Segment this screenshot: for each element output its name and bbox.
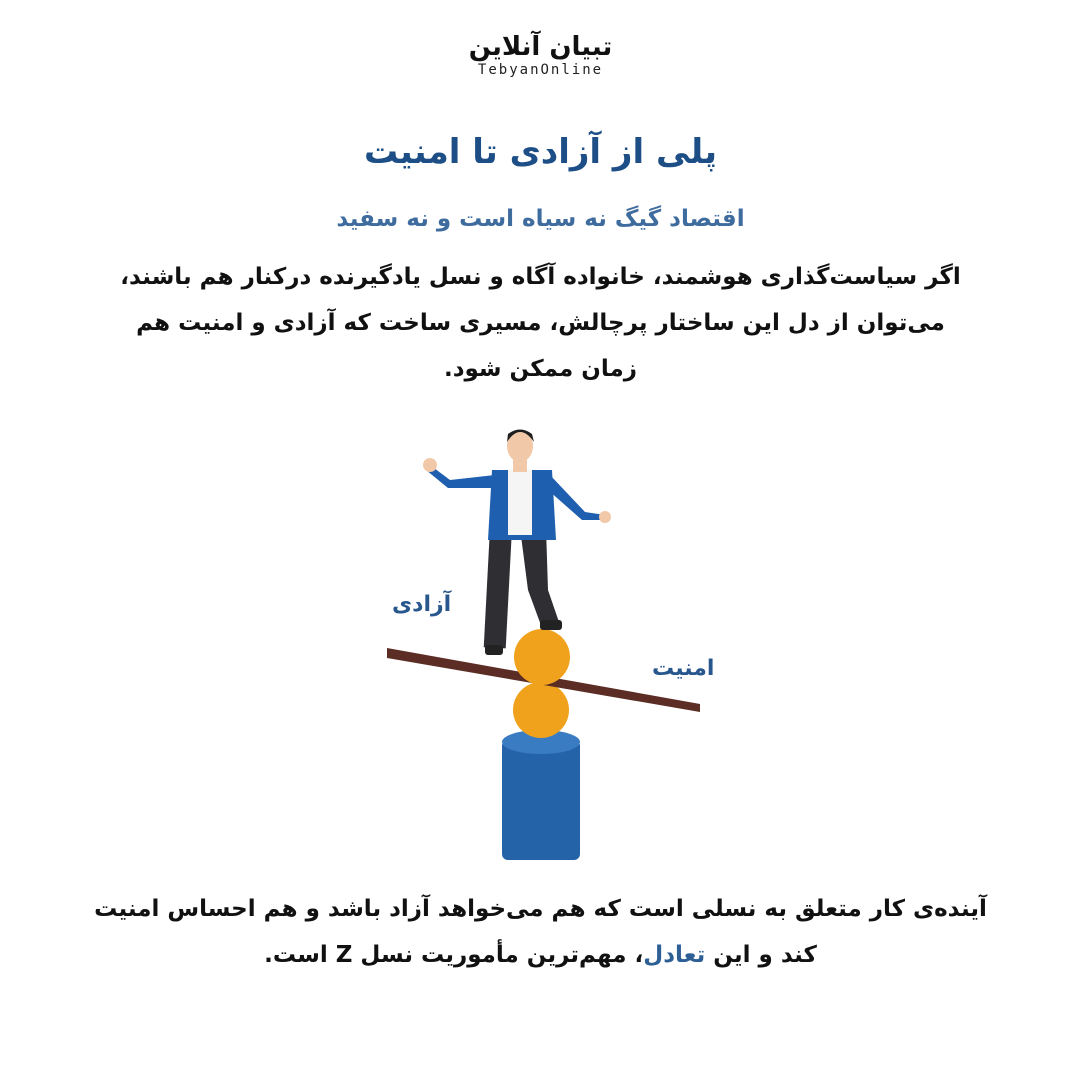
intro-paragraph: اگر سیاست‌گذاری هوشمند، خانواده آگاه و نسل یادگیرنده درکنار هم باشند، می‌توان از دل این ساختار پرچالش، مسیری ساخت که آزادی و امنیت هم زمان ممکن شود. [120, 264, 961, 382]
security-label: امنیت [652, 656, 715, 681]
cylinder [502, 740, 580, 860]
highlight-balance: تعادل [643, 942, 706, 968]
conclusion-text-1: آینده‌ی کار متعلق به نسلی است که هم می‌خواهد آزاد باشد و هم احساس امنیت کند و این [94, 896, 987, 968]
lower-sphere [513, 682, 569, 738]
balance-illustration [370, 420, 730, 870]
logo-text-fa: تبیان آنلاین [468, 32, 613, 62]
logo [0, 32, 1081, 78]
conclusion-paragraph [80, 886, 1001, 978]
upper-sphere [514, 629, 570, 685]
freedom-label: آزادی [392, 592, 452, 617]
conclusion-text-2: ، مهم‌ترین مأموریت نسل Z است. [264, 942, 644, 968]
logo-text-en: TebyanOnline [477, 62, 604, 78]
man-figure [423, 430, 611, 656]
subtitle: اقتصاد گیگ نه سیاه است و نه سفید [336, 206, 745, 232]
page-title: پلی از آزادی تا امنیت [363, 132, 718, 172]
